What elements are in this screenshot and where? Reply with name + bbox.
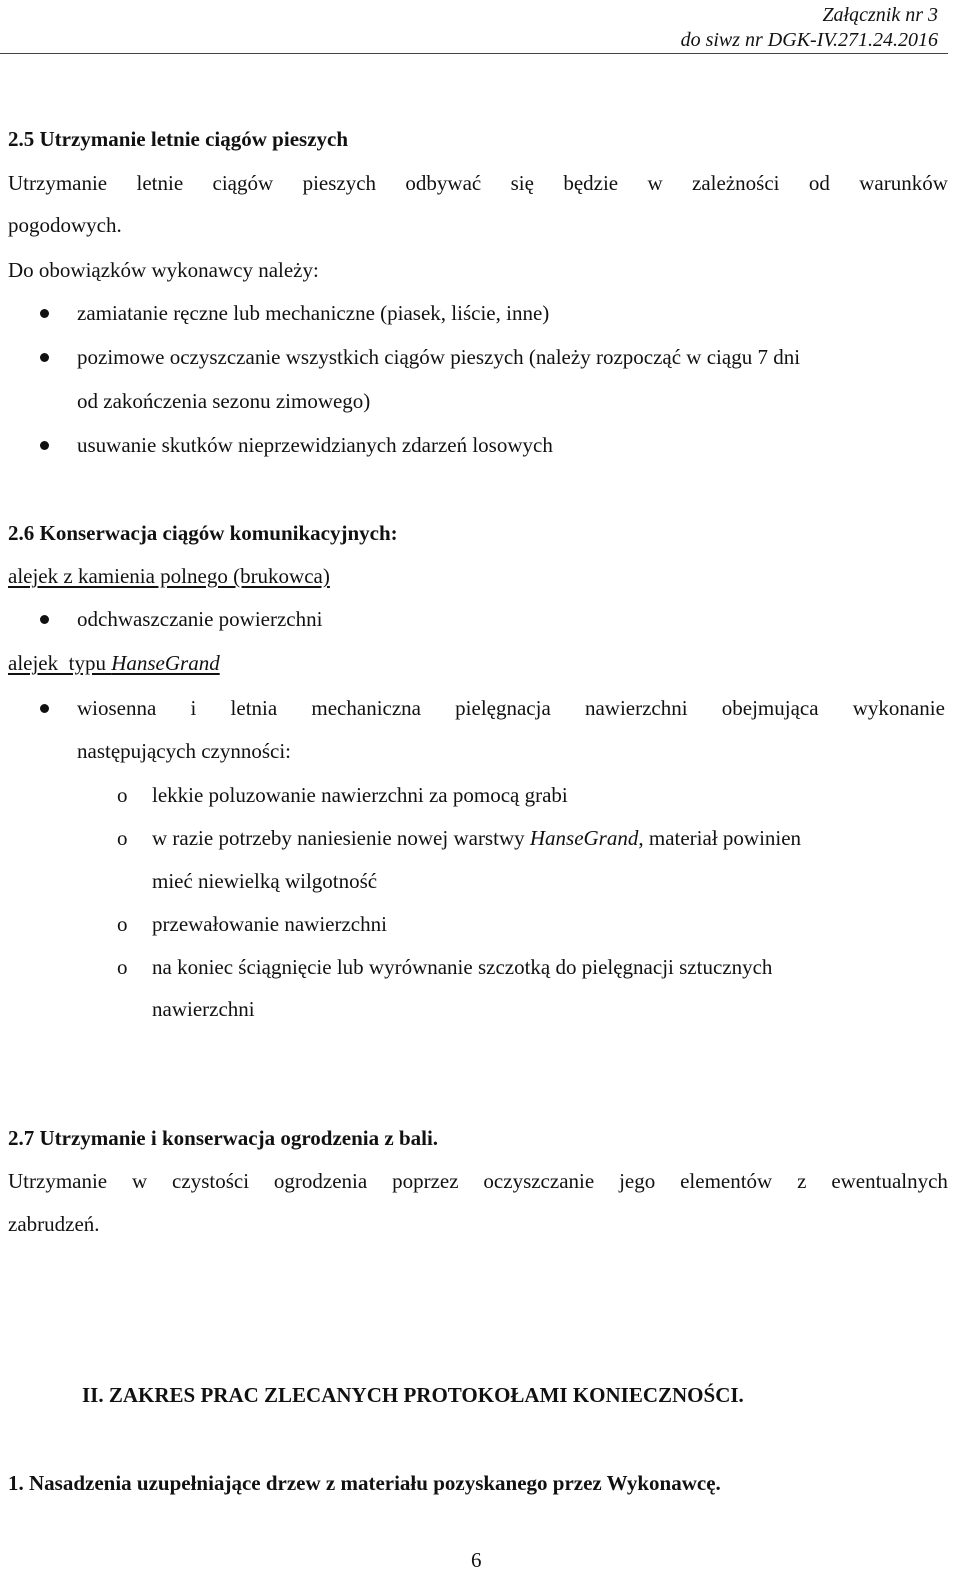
sub-bullet-item: na koniec ściągnięcie lub wyrównanie szczotką do pielęgnacji sztucznych <box>152 955 773 979</box>
sub-bullet-item <box>152 828 801 849</box>
bullet-item-cont: od zakończenia sezonu zimowego) <box>77 389 371 413</box>
sub-bullet-item-cont: mieć niewielką wilgotność <box>152 869 378 893</box>
section-2-5-heading: 2.5 Utrzymanie letnie ciągów pieszych <box>8 127 349 151</box>
subsection-fieldstone-paths: alejek z kamienia polnego (brukowca) <box>8 564 330 588</box>
word: pieszych <box>302 171 377 195</box>
text: , materiał powinien <box>638 826 802 850</box>
bullet-item: pozimowe oczyszczanie wszystkich ciągów pieszych (należy rozpocząć w ciągu 7 dni <box>77 345 801 369</box>
word: zależności <box>692 171 780 195</box>
text: w razie potrzeby naniesienie nowej warstwy <box>152 826 530 850</box>
tender-reference: do siwz nr DGK-IV.271.24.2016 <box>680 29 938 51</box>
subsection-label: alejek typu <box>8 651 112 675</box>
word: odbywać <box>405 171 482 195</box>
bullet-item: odchwaszczanie powierzchni <box>77 607 323 631</box>
word: będzie <box>563 171 619 195</box>
section-ii-item-1: 1. Nasadzenia uzupełniające drzew z materiału pozyskanego przez Wykonawcę. <box>8 1471 721 1495</box>
bullet-item: zamiatanie ręczne lub mechaniczne (piasek, liście, inne) <box>77 301 550 325</box>
section-2-7-text <box>8 1171 948 1192</box>
word: nawierzchni <box>584 696 688 720</box>
subsection-hansegrand-paths <box>8 653 220 674</box>
word: oczyszczanie <box>483 1169 595 1193</box>
bullet-item <box>77 698 945 719</box>
word: pielęgnacja <box>455 696 551 720</box>
bullet-icon <box>40 704 49 713</box>
word: i <box>190 696 197 720</box>
sub-bullet-item: lekkie poluzowanie nawierzchni za pomocą grabi <box>152 783 568 807</box>
sub-bullet-marker: o <box>117 955 128 979</box>
brand-name: HanseGrand <box>111 651 220 675</box>
word: Utrzymanie <box>8 171 108 195</box>
section-2-7-heading: 2.7 Utrzymanie i konserwacja ogrodzenia z bali. <box>8 1126 439 1150</box>
word: obejmująca <box>721 696 819 720</box>
word: z <box>797 1169 807 1193</box>
bullet-icon <box>40 441 49 450</box>
section-2-6-heading: 2.6 Konserwacja ciągów komunikacyjnych: <box>8 521 398 545</box>
word: elementów <box>680 1169 773 1193</box>
section-2-7-text-cont: zabrudzeń. <box>8 1212 100 1236</box>
word: wykonanie <box>852 696 945 720</box>
sub-bullet-item-cont: nawierzchni <box>152 997 255 1021</box>
bullet-icon <box>40 309 49 318</box>
word: ciągów <box>212 171 274 195</box>
sub-bullet-marker: o <box>117 826 128 850</box>
section-ii-heading: II. ZAKRES PRAC ZLECANYCH PROTOKOŁAMI KONIECZNOŚCI. <box>82 1383 744 1407</box>
header-divider <box>0 53 948 54</box>
word: letnia <box>230 696 278 720</box>
word: mechaniczna <box>311 696 421 720</box>
word: od <box>808 171 830 195</box>
word: jego <box>619 1169 656 1193</box>
brand-name: HanseGrand <box>529 826 639 850</box>
word: w <box>132 1169 148 1193</box>
section-2-5-intro <box>8 173 948 194</box>
bullet-icon <box>40 615 49 624</box>
duties-intro: Do obowiązków wykonawcy należy: <box>8 258 319 282</box>
bullet-icon <box>40 353 49 362</box>
word: warunków <box>859 171 948 195</box>
word: Utrzymanie <box>8 1169 108 1193</box>
bullet-item: usuwanie skutków nieprzewidzianych zdarzeń losowych <box>77 433 553 457</box>
sub-bullet-item: przewałowanie nawierzchni <box>152 912 387 936</box>
sub-bullet-marker: o <box>117 783 128 807</box>
word: ewentualnych <box>831 1169 948 1193</box>
word: się <box>510 171 534 195</box>
attachment-label: Załącznik nr 3 <box>822 4 938 26</box>
word: w <box>647 171 663 195</box>
word: czystości <box>172 1169 250 1193</box>
sub-bullet-marker: o <box>117 912 128 936</box>
word: poprzez <box>392 1169 459 1193</box>
word: wiosenna <box>77 696 157 720</box>
bullet-item-cont: następujących czynności: <box>77 739 291 763</box>
word: ogrodzenia <box>273 1169 368 1193</box>
word: letnie <box>136 171 184 195</box>
page-number: 6 <box>471 1548 482 1572</box>
section-2-5-intro-cont: pogodowych. <box>8 213 122 237</box>
